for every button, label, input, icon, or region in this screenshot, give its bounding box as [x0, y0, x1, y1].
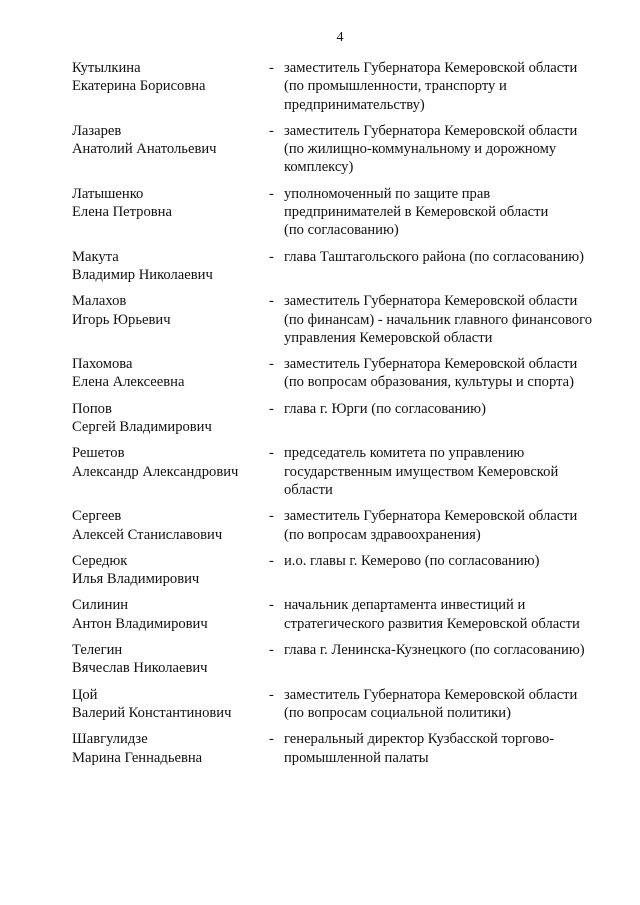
- position-line: заместитель Губернатора Кемеровской области: [284, 122, 578, 139]
- member-surname: Середюк: [72, 552, 128, 569]
- member-entry: [72, 730, 612, 767]
- position-line: комплексу): [284, 159, 354, 176]
- member-position: [284, 641, 612, 678]
- member-entry: [72, 444, 612, 499]
- position-line: заместитель Губернатора Кемеровской области: [284, 293, 578, 310]
- member-given-name: Елена Алексеевна: [72, 374, 185, 391]
- member-entry: [72, 552, 612, 589]
- member-name: [72, 686, 269, 723]
- member-surname: Телегин: [72, 642, 123, 659]
- position-line: и.о. главы г. Кемерово (по согласованию): [284, 552, 540, 569]
- member-position: [284, 507, 612, 544]
- position-line: управления Кемеровской области: [284, 329, 493, 346]
- separator-dash: -: [269, 686, 274, 703]
- position-line: глава г. Юрги (по согласованию): [284, 400, 486, 417]
- member-given-name: Игорь Юрьевич: [72, 311, 171, 328]
- position-line: (по вопросам образования, культуры и спорта): [284, 374, 574, 391]
- position-line: глава г. Ленинска-Кузнецкого (по согласованию): [284, 642, 585, 659]
- position-line: государственным имуществом Кемеровской: [284, 463, 559, 480]
- separator-dash: -: [269, 248, 274, 265]
- member-given-name: Валерий Константинович: [72, 704, 232, 721]
- position-line: (по финансам) - начальник главного финансового: [284, 311, 593, 328]
- member-name: [72, 552, 269, 589]
- member-given-name: Алексей Станиславович: [72, 526, 223, 543]
- member-position: [284, 686, 612, 723]
- position-line: (по промышленности, транспорту и: [284, 78, 507, 95]
- member-name: [72, 355, 269, 392]
- position-line: (по вопросам социальной политики): [284, 704, 511, 721]
- separator-dash: -: [269, 508, 274, 525]
- separator-dash: -: [269, 597, 274, 614]
- member-name: [72, 507, 269, 544]
- position-line: области: [284, 481, 333, 498]
- member-name: [72, 400, 269, 437]
- member-entry: [72, 248, 612, 285]
- separator-dash: -: [269, 731, 274, 748]
- position-line: начальник департамента инвестиций и: [284, 597, 526, 614]
- member-name: [72, 641, 269, 678]
- position-line: стратегического развития Кемеровской области: [284, 615, 580, 632]
- position-line: (по согласованию): [284, 222, 399, 239]
- member-name: [72, 59, 269, 114]
- position-line: (по жилищно-коммунальному и дорожному: [284, 141, 557, 158]
- member-entry: [72, 292, 612, 347]
- member-position: [284, 552, 612, 589]
- member-given-name: Владимир Николаевич: [72, 266, 213, 283]
- member-name: [72, 122, 269, 177]
- member-surname: Лазарев: [72, 122, 122, 139]
- member-surname: Попов: [72, 400, 112, 417]
- position-line: промышленной палаты: [284, 749, 429, 766]
- member-surname: Сергеев: [72, 508, 122, 525]
- member-name: [72, 185, 269, 240]
- member-position: [284, 122, 612, 177]
- member-position: [284, 355, 612, 392]
- member-entry: [72, 185, 612, 240]
- separator-dash: -: [269, 445, 274, 462]
- position-line: предпринимательству): [284, 96, 425, 113]
- member-position: [284, 400, 612, 437]
- member-name: [72, 730, 269, 767]
- member-surname: Решетов: [72, 445, 125, 462]
- member-name: [72, 444, 269, 499]
- member-entry: [72, 686, 612, 723]
- page-number: 4: [336, 30, 344, 45]
- member-entry: [72, 641, 612, 678]
- member-position: [284, 59, 612, 114]
- position-line: председатель комитета по управлению: [284, 445, 525, 462]
- member-surname: Силинин: [72, 597, 129, 614]
- member-position: [284, 596, 612, 633]
- position-line: предпринимателей в Кемеровской области: [284, 204, 549, 221]
- separator-dash: -: [269, 356, 274, 373]
- member-list: [72, 59, 612, 767]
- member-entry: [72, 596, 612, 633]
- member-position: [284, 292, 612, 347]
- separator-dash: -: [269, 60, 274, 76]
- member-given-name: Сергей Владимирович: [72, 419, 212, 436]
- member-name: [72, 248, 269, 285]
- separator-dash: -: [269, 552, 274, 569]
- member-given-name: Антон Владимирович: [72, 615, 208, 632]
- member-given-name: Илья Владимирович: [72, 571, 200, 588]
- position-line: заместитель Губернатора Кемеровской области: [284, 60, 578, 76]
- member-entry: [72, 355, 612, 392]
- separator-dash: -: [269, 122, 274, 139]
- member-entry: [72, 122, 612, 177]
- member-surname: Макута: [72, 248, 119, 265]
- position-line: заместитель Губернатора Кемеровской области: [284, 356, 578, 373]
- member-surname: Латышенко: [72, 185, 144, 202]
- member-given-name: Вячеслав Николаевич: [72, 660, 208, 677]
- member-entry: [72, 59, 612, 114]
- member-surname: Шавгулидзе: [72, 731, 148, 748]
- member-name: [72, 292, 269, 347]
- member-surname: Малахов: [72, 293, 127, 310]
- member-position: [284, 248, 612, 285]
- member-given-name: Марина Геннадьевна: [72, 749, 203, 766]
- member-position: [284, 444, 612, 499]
- member-name: [72, 596, 269, 633]
- position-line: (по вопросам здравоохранения): [284, 526, 481, 543]
- position-line: заместитель Губернатора Кемеровской области: [284, 686, 578, 703]
- separator-dash: -: [269, 400, 274, 417]
- member-given-name: Екатерина Борисовна: [72, 78, 206, 95]
- position-line: заместитель Губернатора Кемеровской области: [284, 508, 578, 525]
- position-line: уполномоченный по защите прав: [284, 185, 491, 202]
- member-given-name: Елена Петровна: [72, 204, 172, 221]
- position-line: глава Таштагольского района (по согласованию): [284, 248, 585, 265]
- member-given-name: Александр Александрович: [72, 463, 239, 480]
- member-surname: Пахомова: [72, 356, 133, 373]
- member-entry: [72, 507, 612, 544]
- member-given-name: Анатолий Анатольевич: [72, 141, 217, 158]
- position-line: генеральный директор Кузбасской торгово-: [284, 731, 555, 748]
- member-position: [284, 730, 612, 767]
- member-position: [284, 185, 612, 240]
- separator-dash: -: [269, 642, 274, 659]
- member-surname: Кутылкина: [72, 60, 141, 76]
- member-entry: [72, 400, 612, 437]
- separator-dash: -: [269, 185, 274, 202]
- separator-dash: -: [269, 293, 274, 310]
- member-surname: Цой: [72, 686, 98, 703]
